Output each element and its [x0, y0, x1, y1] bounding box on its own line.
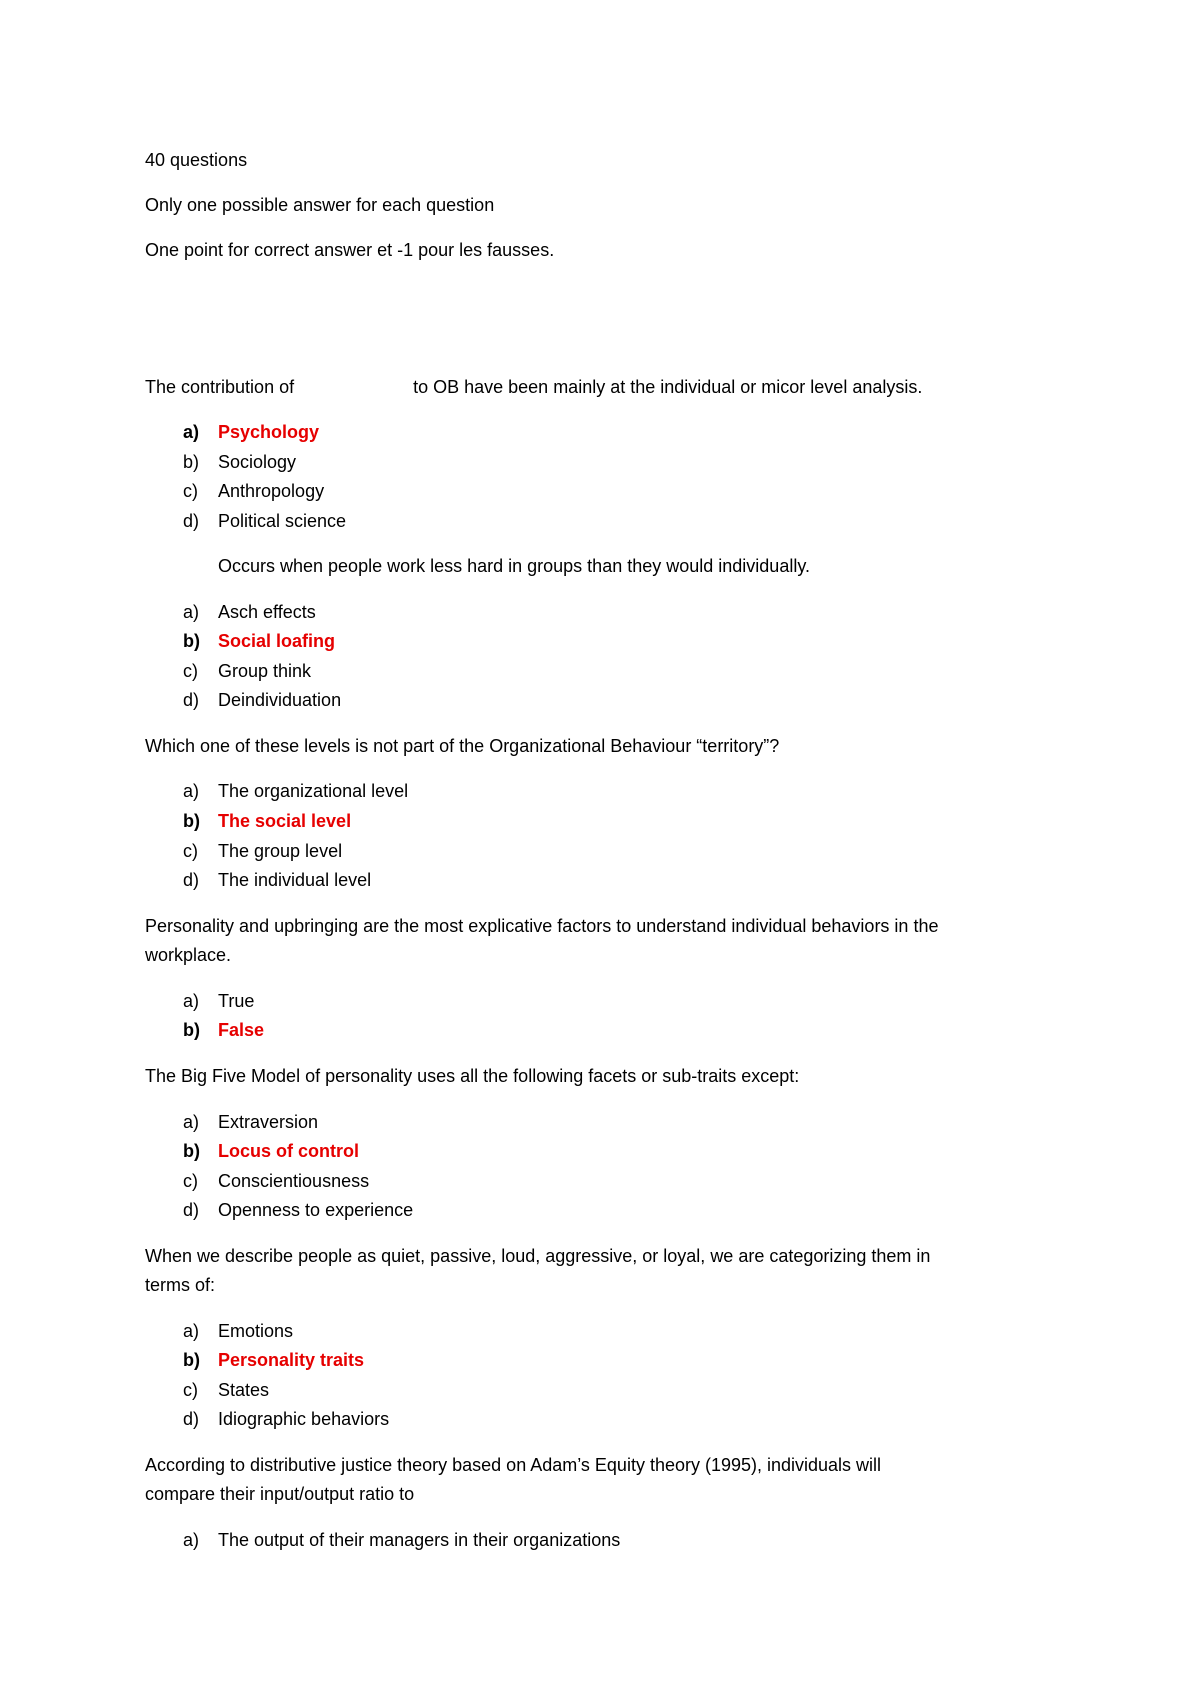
option-letter: b) — [183, 1141, 200, 1161]
option-letter: c) — [183, 841, 198, 861]
question-4-option-a — [183, 988, 254, 1014]
question-1-option-c — [183, 478, 324, 504]
option-text: The output of their managers in their organizations — [218, 1530, 621, 1550]
question-4-prompt-line-2: workplace. — [145, 945, 232, 965]
question-3-option-b — [183, 808, 351, 834]
question-1-prompt — [145, 374, 922, 400]
question-1-option-d — [183, 508, 346, 534]
option-letter: b) — [183, 452, 200, 472]
question-7-prompt-line-2: compare their input/output ratio to — [145, 1484, 415, 1504]
question-1-option-b — [183, 449, 296, 475]
question-6-prompt-line-2: terms of: — [145, 1275, 216, 1295]
question-1-option-a — [183, 419, 319, 445]
option-letter: a) — [183, 781, 200, 801]
question-6-prompt-line-1: When we describe people as quiet, passive, loud, aggressive, or loyal, we are categorizing them in — [145, 1246, 931, 1266]
option-letter: d) — [183, 511, 200, 531]
question-2-prompt: Occurs when people work less hard in groups than they would individually. — [218, 556, 810, 576]
option-text: Idiographic behaviors — [218, 1409, 390, 1429]
option-letter: d) — [183, 1200, 200, 1220]
question-5-option-a — [183, 1109, 318, 1135]
option-letter: a) — [183, 991, 200, 1011]
option-text: Group think — [218, 661, 312, 681]
question-5-option-b — [183, 1138, 359, 1164]
question-2-option-a — [183, 599, 316, 625]
option-text: States — [218, 1380, 270, 1400]
question-6-option-a — [183, 1318, 293, 1344]
question-3-option-d — [183, 867, 371, 893]
question-4-prompt-line-1: Personality and upbringing are the most explicative factors to understand individual behaviors in the — [145, 916, 939, 936]
option-text: True — [218, 991, 255, 1011]
intro-scoring: One point for correct answer et -1 pour les fausses. — [145, 240, 555, 260]
question-2-option-d — [183, 687, 341, 713]
option-text: Deindividuation — [218, 690, 342, 710]
intro-instructions: Only one possible answer for each question — [145, 195, 495, 215]
option-text: Emotions — [218, 1321, 294, 1341]
question-7-option-a — [183, 1527, 620, 1553]
option-text: The social level — [218, 811, 352, 831]
option-letter: c) — [183, 1171, 198, 1191]
question-2-option-b — [183, 628, 335, 654]
option-letter: a) — [183, 1112, 200, 1132]
option-text: The group level — [218, 841, 343, 861]
question-1-prompt-before: The contribution of — [145, 377, 295, 397]
option-text: False — [218, 1020, 265, 1040]
question-1-prompt-after: to OB have been mainly at the individual or micor level analysis. — [413, 377, 923, 397]
question-3-option-c — [183, 838, 342, 864]
option-letter: d) — [183, 1409, 200, 1429]
option-text: Anthropology — [218, 481, 325, 501]
question-6-option-c — [183, 1377, 269, 1403]
option-text: Psychology — [218, 422, 320, 442]
option-text: Sociology — [218, 452, 297, 472]
question-5-option-c — [183, 1168, 369, 1194]
option-text: Extraversion — [218, 1112, 319, 1132]
option-text: Locus of control — [218, 1141, 359, 1161]
question-5-option-d — [183, 1197, 413, 1223]
option-text: Openness to experience — [218, 1200, 414, 1220]
question-4-option-b — [183, 1017, 264, 1043]
option-letter: b) — [183, 1020, 200, 1040]
option-letter: b) — [183, 811, 200, 831]
option-letter: b) — [183, 631, 200, 651]
option-text: Social loafing — [218, 631, 336, 651]
question-5-prompt: The Big Five Model of personality uses all the following facets or sub-traits except: — [145, 1066, 800, 1086]
question-3-option-a — [183, 778, 408, 804]
option-letter: c) — [183, 661, 198, 681]
question-7-prompt-line-1: According to distributive justice theory based on Adam’s Equity theory (1995), individuals will — [145, 1455, 882, 1475]
option-letter: b) — [183, 1350, 200, 1370]
question-2-option-c — [183, 658, 311, 684]
option-letter: d) — [183, 870, 200, 890]
option-text: Personality traits — [218, 1350, 365, 1370]
option-letter: c) — [183, 1380, 198, 1400]
option-letter: d) — [183, 690, 200, 710]
option-text: Political science — [218, 511, 347, 531]
option-letter: c) — [183, 481, 198, 501]
question-3-prompt: Which one of these levels is not part of the Organizational Behaviour “territory”? — [145, 736, 780, 756]
question-6-option-b — [183, 1347, 364, 1373]
intro-question-count: 40 questions — [145, 150, 248, 170]
option-text: Asch effects — [218, 602, 316, 622]
option-letter: a) — [183, 1321, 200, 1341]
option-text: Conscientiousness — [218, 1171, 370, 1191]
option-text: The individual level — [218, 870, 372, 890]
option-letter: a) — [183, 422, 200, 442]
option-letter: a) — [183, 1530, 200, 1550]
question-6-option-d — [183, 1406, 389, 1432]
option-text: The organizational level — [218, 781, 409, 801]
option-letter: a) — [183, 602, 200, 622]
